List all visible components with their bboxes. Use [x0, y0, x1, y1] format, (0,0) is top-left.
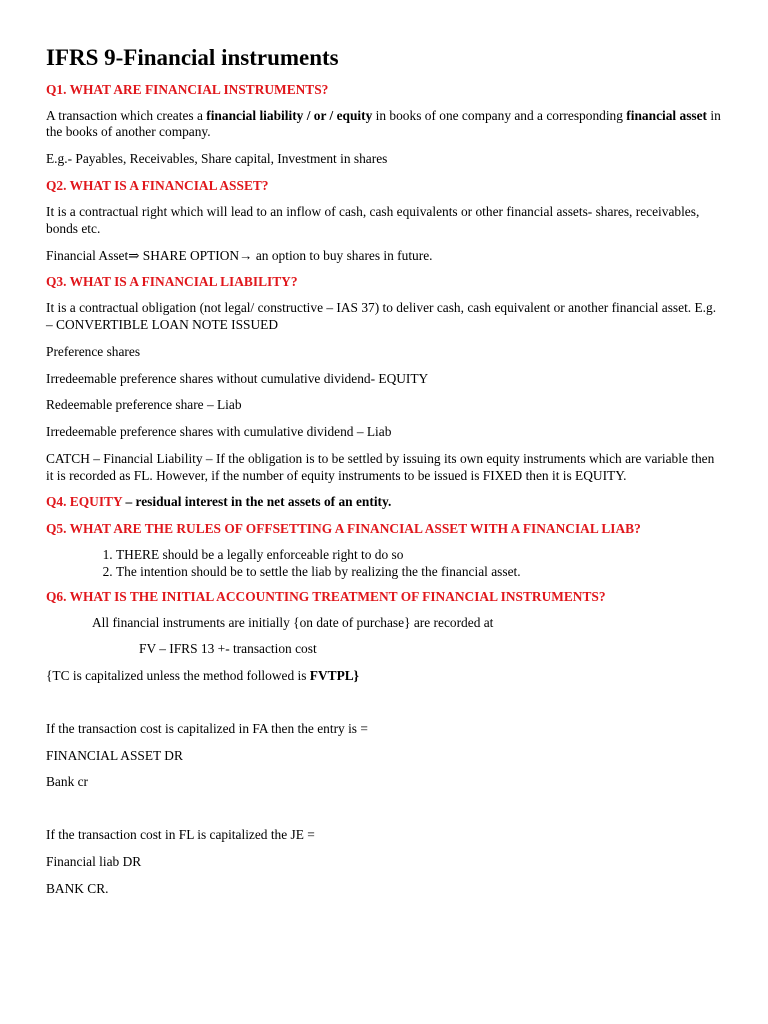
q3-irredeemable-equity: Irredeemable preference shares without cumulative dividend- EQUITY [46, 370, 429, 386]
q6-tc-note [46, 668, 722, 685]
q2-definition: It is a contractual right which will lead to an inflow of cash, cash equivalents or other financial assets- shares, receivables, bonds etc. [46, 204, 700, 236]
q1-text-c: in books of one company and a corresponding [372, 107, 627, 123]
q1-definition [46, 108, 722, 142]
q1-text-e: in the books of another company. [46, 107, 721, 140]
q6-fvtpl: FVTPL} [309, 668, 359, 684]
q4-label: Q4. EQUITY [46, 494, 123, 510]
spacer [46, 695, 722, 721]
list-item: 1. THERE should be a legally enforceable right to do so [116, 547, 722, 564]
spacer [46, 801, 722, 827]
q5-heading: Q5. WHAT ARE THE RULES OF OFFSETTING A FINANCIAL ASSET WITH A FINANCIAL LIAB? [46, 521, 641, 537]
q6-bank-cr-2: BANK CR. [46, 880, 109, 896]
q3-irredeemable-liab: Irredeemable preference shares with cumulative dividend – Liab [46, 424, 392, 440]
q6-fl-dr: Financial liab DR [46, 853, 142, 869]
q6-fl-entry-intro: If the transaction cost in FL is capitalized the JE = [46, 827, 315, 843]
q6-fv-formula: FV – IFRS 13 +- transaction cost [139, 641, 317, 657]
list-item: 2. The intention should be to settle the liab by realizing the the financial asset. [116, 564, 722, 581]
q3-heading: Q3. WHAT IS A FINANCIAL LIABILITY? [46, 274, 298, 290]
q3-redeemable-liab: Redeemable preference share – Liab [46, 397, 242, 413]
q3-preference-shares: Preference shares [46, 343, 141, 359]
q4-text: – residual interest in the net assets of an entity. [122, 494, 392, 510]
document-title: IFRS 9-Financial instruments [46, 45, 339, 70]
q1-bold-liability: financial liability / or / equity [206, 107, 373, 123]
q1-bold-asset: financial asset [626, 107, 708, 123]
q1-text-a: A transaction which creates a [46, 107, 207, 123]
q6-fa-dr: FINANCIAL ASSET DR [46, 747, 183, 763]
q3-definition: It is a contractual obligation (not legal/ constructive – IAS 37) to deliver cash, cash equivalent or another financial asset. E.g. – CONVERTIBLE LOAN NOTE ISSUED [46, 300, 717, 333]
q5-rules-list [46, 547, 722, 581]
q2-share-option: Financial Asset⇒ SHARE OPTION→ an option to buy shares in future. [46, 247, 433, 263]
q4-equity [46, 494, 722, 511]
q3-catch: CATCH – Financial Liability – If the obligation is to be settled by issuing its own equity instruments which are variable then it is recorded as FL. However, if the number of equity instruments to be issued is FIXED then it is EQUITY. [46, 450, 715, 483]
q1-examples: E.g.- Payables, Receivables, Share capital, Investment in shares [46, 151, 388, 167]
q6-fa-entry-intro: If the transaction cost is capitalized in FA then the entry is = [46, 720, 368, 736]
q6-tc-text: {TC is capitalized unless the method followed is [46, 668, 310, 684]
q6-bank-cr: Bank cr [46, 774, 89, 790]
q6-heading: Q6. WHAT IS THE INITIAL ACCOUNTING TREATMENT OF FINANCIAL INSTRUMENTS? [46, 588, 606, 604]
q2-heading: Q2. WHAT IS A FINANCIAL ASSET? [46, 177, 269, 193]
q6-initial-recognition: All financial instruments are initially {on date of purchase} are recorded at [92, 614, 494, 630]
q1-heading: Q1. WHAT ARE FINANCIAL INSTRUMENTS? [46, 81, 329, 97]
